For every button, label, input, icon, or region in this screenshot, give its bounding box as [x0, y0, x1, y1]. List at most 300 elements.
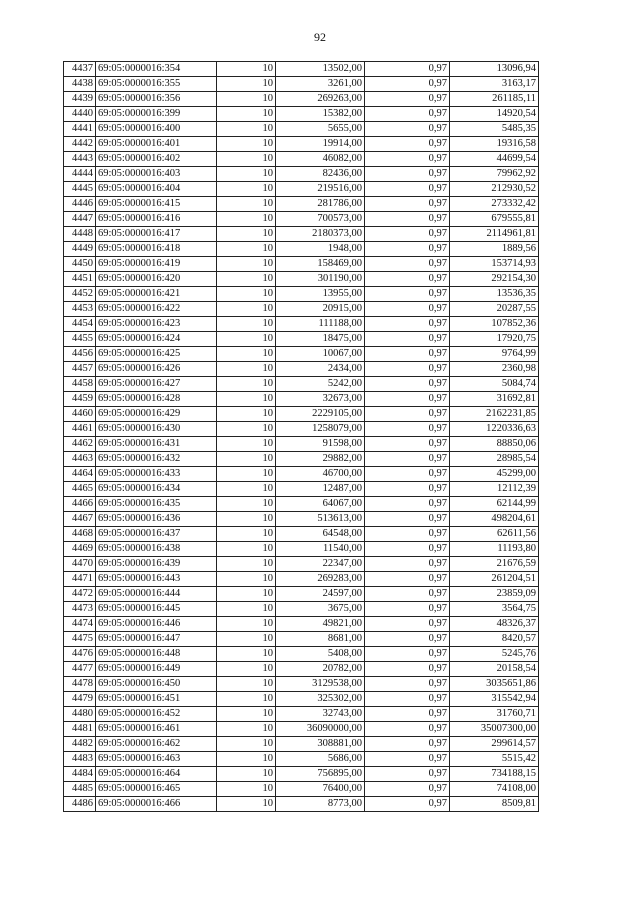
value-cell: 13536,35 — [450, 287, 539, 302]
table-row — [64, 317, 539, 332]
rate-cell: 10 — [217, 137, 276, 152]
cadastral-number-cell: 69:05:0000016:416 — [96, 212, 217, 227]
cadastral-number-cell: 69:05:0000016:434 — [96, 482, 217, 497]
coefficient-cell: 0,97 — [365, 737, 450, 752]
row-number-cell: 4466 — [64, 497, 96, 512]
value-cell: 3035651,86 — [450, 677, 539, 692]
coefficient-cell: 0,97 — [365, 587, 450, 602]
rate-cell: 10 — [217, 182, 276, 197]
value-cell: 17920,75 — [450, 332, 539, 347]
rate-cell: 10 — [217, 797, 276, 812]
row-number-cell: 4438 — [64, 77, 96, 92]
cadastral-number-cell: 69:05:0000016:422 — [96, 302, 217, 317]
area-cell: 76400,00 — [276, 782, 365, 797]
coefficient-cell: 0,97 — [365, 542, 450, 557]
value-cell: 107852,36 — [450, 317, 539, 332]
rate-cell: 10 — [217, 122, 276, 137]
cadastral-number-cell: 69:05:0000016:426 — [96, 362, 217, 377]
cadastral-number-cell: 69:05:0000016:427 — [96, 377, 217, 392]
table-row — [64, 572, 539, 587]
cadastral-number-cell: 69:05:0000016:464 — [96, 767, 217, 782]
table-row — [64, 662, 539, 677]
coefficient-cell: 0,97 — [365, 167, 450, 182]
coefficient-cell: 0,97 — [365, 617, 450, 632]
cadastral-number-cell: 69:05:0000016:355 — [96, 77, 217, 92]
value-cell: 5485,35 — [450, 122, 539, 137]
coefficient-cell: 0,97 — [365, 632, 450, 647]
area-cell: 308881,00 — [276, 737, 365, 752]
coefficient-cell: 0,97 — [365, 707, 450, 722]
area-cell: 301190,00 — [276, 272, 365, 287]
area-cell: 20915,00 — [276, 302, 365, 317]
row-number-cell: 4455 — [64, 332, 96, 347]
cadastral-value-table — [63, 61, 539, 812]
cadastral-number-cell: 69:05:0000016:452 — [96, 707, 217, 722]
area-cell: 20782,00 — [276, 662, 365, 677]
table-row — [64, 197, 539, 212]
coefficient-cell: 0,97 — [365, 782, 450, 797]
table-row — [64, 62, 539, 77]
row-number-cell: 4442 — [64, 137, 96, 152]
coefficient-cell: 0,97 — [365, 347, 450, 362]
value-cell: 3564,75 — [450, 602, 539, 617]
coefficient-cell: 0,97 — [365, 332, 450, 347]
value-cell: 679555,81 — [450, 212, 539, 227]
value-cell: 20158,54 — [450, 662, 539, 677]
area-cell: 269283,00 — [276, 572, 365, 587]
coefficient-cell: 0,97 — [365, 452, 450, 467]
area-cell: 2434,00 — [276, 362, 365, 377]
value-cell: 1220336,63 — [450, 422, 539, 437]
row-number-cell: 4474 — [64, 617, 96, 632]
table-row — [64, 167, 539, 182]
table-row — [64, 122, 539, 137]
value-cell: 79962,92 — [450, 167, 539, 182]
table-row — [64, 587, 539, 602]
row-number-cell: 4451 — [64, 272, 96, 287]
cadastral-number-cell: 69:05:0000016:423 — [96, 317, 217, 332]
rate-cell: 10 — [217, 242, 276, 257]
coefficient-cell: 0,97 — [365, 797, 450, 812]
area-cell: 5655,00 — [276, 122, 365, 137]
table-row — [64, 287, 539, 302]
area-cell: 2180373,00 — [276, 227, 365, 242]
cadastral-number-cell: 69:05:0000016:461 — [96, 722, 217, 737]
cadastral-number-cell: 69:05:0000016:462 — [96, 737, 217, 752]
area-cell: 111188,00 — [276, 317, 365, 332]
coefficient-cell: 0,97 — [365, 647, 450, 662]
rate-cell: 10 — [217, 617, 276, 632]
coefficient-cell: 0,97 — [365, 662, 450, 677]
area-cell: 32673,00 — [276, 392, 365, 407]
area-cell: 24597,00 — [276, 587, 365, 602]
coefficient-cell: 0,97 — [365, 392, 450, 407]
table-row — [64, 752, 539, 767]
row-number-cell: 4479 — [64, 692, 96, 707]
coefficient-cell: 0,97 — [365, 137, 450, 152]
row-number-cell: 4453 — [64, 302, 96, 317]
cadastral-number-cell: 69:05:0000016:417 — [96, 227, 217, 242]
area-cell: 22347,00 — [276, 557, 365, 572]
table-row — [64, 452, 539, 467]
table-row — [64, 77, 539, 92]
area-cell: 12487,00 — [276, 482, 365, 497]
table-row — [64, 722, 539, 737]
table-row — [64, 527, 539, 542]
rate-cell: 10 — [217, 152, 276, 167]
rate-cell: 10 — [217, 662, 276, 677]
rate-cell: 10 — [217, 452, 276, 467]
table-row — [64, 332, 539, 347]
table-row — [64, 407, 539, 422]
coefficient-cell: 0,97 — [365, 602, 450, 617]
table-row — [64, 107, 539, 122]
value-cell: 48326,37 — [450, 617, 539, 632]
table-row — [64, 302, 539, 317]
row-number-cell: 4478 — [64, 677, 96, 692]
table-row — [64, 437, 539, 452]
value-cell: 28985,54 — [450, 452, 539, 467]
value-cell: 74108,00 — [450, 782, 539, 797]
coefficient-cell: 0,97 — [365, 227, 450, 242]
value-cell: 2114961,81 — [450, 227, 539, 242]
area-cell: 36090000,00 — [276, 722, 365, 737]
cadastral-number-cell: 69:05:0000016:401 — [96, 137, 217, 152]
row-number-cell: 4473 — [64, 602, 96, 617]
coefficient-cell: 0,97 — [365, 572, 450, 587]
area-cell: 13955,00 — [276, 287, 365, 302]
coefficient-cell: 0,97 — [365, 512, 450, 527]
rate-cell: 10 — [217, 767, 276, 782]
coefficient-cell: 0,97 — [365, 92, 450, 107]
cadastral-number-cell: 69:05:0000016:438 — [96, 542, 217, 557]
cadastral-number-cell: 69:05:0000016:425 — [96, 347, 217, 362]
table-row — [64, 692, 539, 707]
rate-cell: 10 — [217, 692, 276, 707]
rate-cell: 10 — [217, 332, 276, 347]
coefficient-cell: 0,97 — [365, 497, 450, 512]
coefficient-cell: 0,97 — [365, 527, 450, 542]
coefficient-cell: 0,97 — [365, 242, 450, 257]
rate-cell: 10 — [217, 557, 276, 572]
cadastral-number-cell: 69:05:0000016:446 — [96, 617, 217, 632]
rate-cell: 10 — [217, 602, 276, 617]
table-row — [64, 212, 539, 227]
area-cell: 158469,00 — [276, 257, 365, 272]
row-number-cell: 4463 — [64, 452, 96, 467]
rate-cell: 10 — [217, 227, 276, 242]
coefficient-cell: 0,97 — [365, 62, 450, 77]
area-cell: 281786,00 — [276, 197, 365, 212]
area-cell: 32743,00 — [276, 707, 365, 722]
value-cell: 31692,81 — [450, 392, 539, 407]
coefficient-cell: 0,97 — [365, 362, 450, 377]
rate-cell: 10 — [217, 437, 276, 452]
cadastral-number-cell: 69:05:0000016:445 — [96, 602, 217, 617]
value-cell: 261185,11 — [450, 92, 539, 107]
rate-cell: 10 — [217, 527, 276, 542]
cadastral-number-cell: 69:05:0000016:435 — [96, 497, 217, 512]
table-row — [64, 497, 539, 512]
cadastral-number-cell: 69:05:0000016:433 — [96, 467, 217, 482]
cadastral-number-cell: 69:05:0000016:420 — [96, 272, 217, 287]
rate-cell: 10 — [217, 287, 276, 302]
table-row — [64, 782, 539, 797]
cadastral-number-cell: 69:05:0000016:404 — [96, 182, 217, 197]
table-row — [64, 272, 539, 287]
coefficient-cell: 0,97 — [365, 467, 450, 482]
row-number-cell: 4468 — [64, 527, 96, 542]
coefficient-cell: 0,97 — [365, 437, 450, 452]
table-row — [64, 482, 539, 497]
area-cell: 46700,00 — [276, 467, 365, 482]
coefficient-cell: 0,97 — [365, 212, 450, 227]
table-row — [64, 557, 539, 572]
row-number-cell: 4482 — [64, 737, 96, 752]
coefficient-cell: 0,97 — [365, 77, 450, 92]
row-number-cell: 4440 — [64, 107, 96, 122]
table-row — [64, 182, 539, 197]
table-row — [64, 542, 539, 557]
table-row — [64, 677, 539, 692]
rate-cell: 10 — [217, 422, 276, 437]
table-row — [64, 707, 539, 722]
area-cell: 3129538,00 — [276, 677, 365, 692]
coefficient-cell: 0,97 — [365, 422, 450, 437]
value-cell: 315542,94 — [450, 692, 539, 707]
value-cell: 12112,39 — [450, 482, 539, 497]
area-cell: 5686,00 — [276, 752, 365, 767]
area-cell: 49821,00 — [276, 617, 365, 632]
area-cell: 82436,00 — [276, 167, 365, 182]
row-number-cell: 4437 — [64, 62, 96, 77]
value-cell: 2360,98 — [450, 362, 539, 377]
cadastral-number-cell: 69:05:0000016:399 — [96, 107, 217, 122]
rate-cell: 10 — [217, 752, 276, 767]
area-cell: 5242,00 — [276, 377, 365, 392]
value-cell: 62611,56 — [450, 527, 539, 542]
table-row — [64, 632, 539, 647]
coefficient-cell: 0,97 — [365, 152, 450, 167]
value-cell: 19316,58 — [450, 137, 539, 152]
value-cell: 273332,42 — [450, 197, 539, 212]
row-number-cell: 4475 — [64, 632, 96, 647]
area-cell: 700573,00 — [276, 212, 365, 227]
value-cell: 5515,42 — [450, 752, 539, 767]
row-number-cell: 4447 — [64, 212, 96, 227]
table-row — [64, 347, 539, 362]
value-cell: 212930,52 — [450, 182, 539, 197]
cadastral-number-cell: 69:05:0000016:432 — [96, 452, 217, 467]
rate-cell: 10 — [217, 497, 276, 512]
value-cell: 261204,51 — [450, 572, 539, 587]
row-number-cell: 4444 — [64, 167, 96, 182]
coefficient-cell: 0,97 — [365, 677, 450, 692]
area-cell: 513613,00 — [276, 512, 365, 527]
rate-cell: 10 — [217, 737, 276, 752]
value-cell: 23859,09 — [450, 587, 539, 602]
value-cell: 31760,71 — [450, 707, 539, 722]
table-row — [64, 797, 539, 812]
rate-cell: 10 — [217, 467, 276, 482]
value-cell: 5084,74 — [450, 377, 539, 392]
rate-cell: 10 — [217, 92, 276, 107]
table-row — [64, 227, 539, 242]
row-number-cell: 4471 — [64, 572, 96, 587]
row-number-cell: 4456 — [64, 347, 96, 362]
value-cell: 9764,99 — [450, 347, 539, 362]
value-cell: 5245,76 — [450, 647, 539, 662]
area-cell: 1948,00 — [276, 242, 365, 257]
coefficient-cell: 0,97 — [365, 272, 450, 287]
area-cell: 11540,00 — [276, 542, 365, 557]
row-number-cell: 4460 — [64, 407, 96, 422]
coefficient-cell: 0,97 — [365, 107, 450, 122]
value-cell: 8420,57 — [450, 632, 539, 647]
cadastral-number-cell: 69:05:0000016:430 — [96, 422, 217, 437]
row-number-cell: 4486 — [64, 797, 96, 812]
area-cell: 5408,00 — [276, 647, 365, 662]
value-cell: 13096,94 — [450, 62, 539, 77]
coefficient-cell: 0,97 — [365, 692, 450, 707]
rate-cell: 10 — [217, 782, 276, 797]
coefficient-cell: 0,97 — [365, 722, 450, 737]
area-cell: 269263,00 — [276, 92, 365, 107]
row-number-cell: 4464 — [64, 467, 96, 482]
cadastral-number-cell: 69:05:0000016:437 — [96, 527, 217, 542]
coefficient-cell: 0,97 — [365, 122, 450, 137]
cadastral-number-cell: 69:05:0000016:402 — [96, 152, 217, 167]
rate-cell: 10 — [217, 377, 276, 392]
area-cell: 64067,00 — [276, 497, 365, 512]
rate-cell: 10 — [217, 407, 276, 422]
value-cell: 299614,57 — [450, 737, 539, 752]
table-row — [64, 467, 539, 482]
rate-cell: 10 — [217, 482, 276, 497]
cadastral-number-cell: 69:05:0000016:419 — [96, 257, 217, 272]
value-cell: 2162231,85 — [450, 407, 539, 422]
rate-cell: 10 — [217, 167, 276, 182]
row-number-cell: 4441 — [64, 122, 96, 137]
table-row — [64, 647, 539, 662]
coefficient-cell: 0,97 — [365, 557, 450, 572]
table-row — [64, 257, 539, 272]
coefficient-cell: 0,97 — [365, 302, 450, 317]
value-cell: 21676,59 — [450, 557, 539, 572]
area-cell: 29882,00 — [276, 452, 365, 467]
table-row — [64, 152, 539, 167]
table-row — [64, 392, 539, 407]
rate-cell: 10 — [217, 512, 276, 527]
value-cell: 734188,15 — [450, 767, 539, 782]
area-cell: 8681,00 — [276, 632, 365, 647]
cadastral-number-cell: 69:05:0000016:400 — [96, 122, 217, 137]
value-cell: 44699,54 — [450, 152, 539, 167]
row-number-cell: 4449 — [64, 242, 96, 257]
coefficient-cell: 0,97 — [365, 287, 450, 302]
value-cell: 88850,06 — [450, 437, 539, 452]
area-cell: 46082,00 — [276, 152, 365, 167]
rate-cell: 10 — [217, 632, 276, 647]
rate-cell: 10 — [217, 587, 276, 602]
cadastral-number-cell: 69:05:0000016:418 — [96, 242, 217, 257]
cadastral-number-cell: 69:05:0000016:448 — [96, 647, 217, 662]
row-number-cell: 4457 — [64, 362, 96, 377]
value-cell: 153714,93 — [450, 257, 539, 272]
row-number-cell: 4469 — [64, 542, 96, 557]
cadastral-number-cell: 69:05:0000016:463 — [96, 752, 217, 767]
rate-cell: 10 — [217, 257, 276, 272]
row-number-cell: 4477 — [64, 662, 96, 677]
cadastral-number-cell: 69:05:0000016:354 — [96, 62, 217, 77]
row-number-cell: 4462 — [64, 437, 96, 452]
value-cell: 292154,30 — [450, 272, 539, 287]
cadastral-number-cell: 69:05:0000016:439 — [96, 557, 217, 572]
cadastral-number-cell: 69:05:0000016:450 — [96, 677, 217, 692]
area-cell: 10067,00 — [276, 347, 365, 362]
area-cell: 3261,00 — [276, 77, 365, 92]
area-cell: 19914,00 — [276, 137, 365, 152]
page-number: 92 — [314, 30, 326, 44]
value-cell: 20287,55 — [450, 302, 539, 317]
cadastral-number-cell: 69:05:0000016:465 — [96, 782, 217, 797]
rate-cell: 10 — [217, 677, 276, 692]
row-number-cell: 4439 — [64, 92, 96, 107]
row-number-cell: 4476 — [64, 647, 96, 662]
value-cell: 11193,80 — [450, 542, 539, 557]
coefficient-cell: 0,97 — [365, 482, 450, 497]
row-number-cell: 4472 — [64, 587, 96, 602]
coefficient-cell: 0,97 — [365, 752, 450, 767]
row-number-cell: 4459 — [64, 392, 96, 407]
table-body — [64, 62, 539, 812]
table-row — [64, 92, 539, 107]
row-number-cell: 4454 — [64, 317, 96, 332]
coefficient-cell: 0,97 — [365, 407, 450, 422]
rate-cell: 10 — [217, 707, 276, 722]
value-cell: 62144,99 — [450, 497, 539, 512]
area-cell: 325302,00 — [276, 692, 365, 707]
cadastral-number-cell: 69:05:0000016:436 — [96, 512, 217, 527]
rate-cell: 10 — [217, 317, 276, 332]
cadastral-number-cell: 69:05:0000016:424 — [96, 332, 217, 347]
table-row — [64, 377, 539, 392]
coefficient-cell: 0,97 — [365, 377, 450, 392]
cadastral-number-cell: 69:05:0000016:451 — [96, 692, 217, 707]
area-cell: 1258079,00 — [276, 422, 365, 437]
rate-cell: 10 — [217, 392, 276, 407]
cadastral-number-cell: 69:05:0000016:444 — [96, 587, 217, 602]
row-number-cell: 4467 — [64, 512, 96, 527]
table-row — [64, 362, 539, 377]
rate-cell: 10 — [217, 77, 276, 92]
rate-cell: 10 — [217, 347, 276, 362]
table-row — [64, 137, 539, 152]
area-cell: 64548,00 — [276, 527, 365, 542]
cadastral-number-cell: 69:05:0000016:466 — [96, 797, 217, 812]
value-cell: 3163,17 — [450, 77, 539, 92]
row-number-cell: 4452 — [64, 287, 96, 302]
cadastral-number-cell: 69:05:0000016:403 — [96, 167, 217, 182]
cadastral-number-cell: 69:05:0000016:356 — [96, 92, 217, 107]
row-number-cell: 4446 — [64, 197, 96, 212]
value-cell: 35007300,00 — [450, 722, 539, 737]
cadastral-number-cell: 69:05:0000016:447 — [96, 632, 217, 647]
cadastral-number-cell: 69:05:0000016:428 — [96, 392, 217, 407]
table-row — [64, 767, 539, 782]
rate-cell: 10 — [217, 362, 276, 377]
coefficient-cell: 0,97 — [365, 767, 450, 782]
